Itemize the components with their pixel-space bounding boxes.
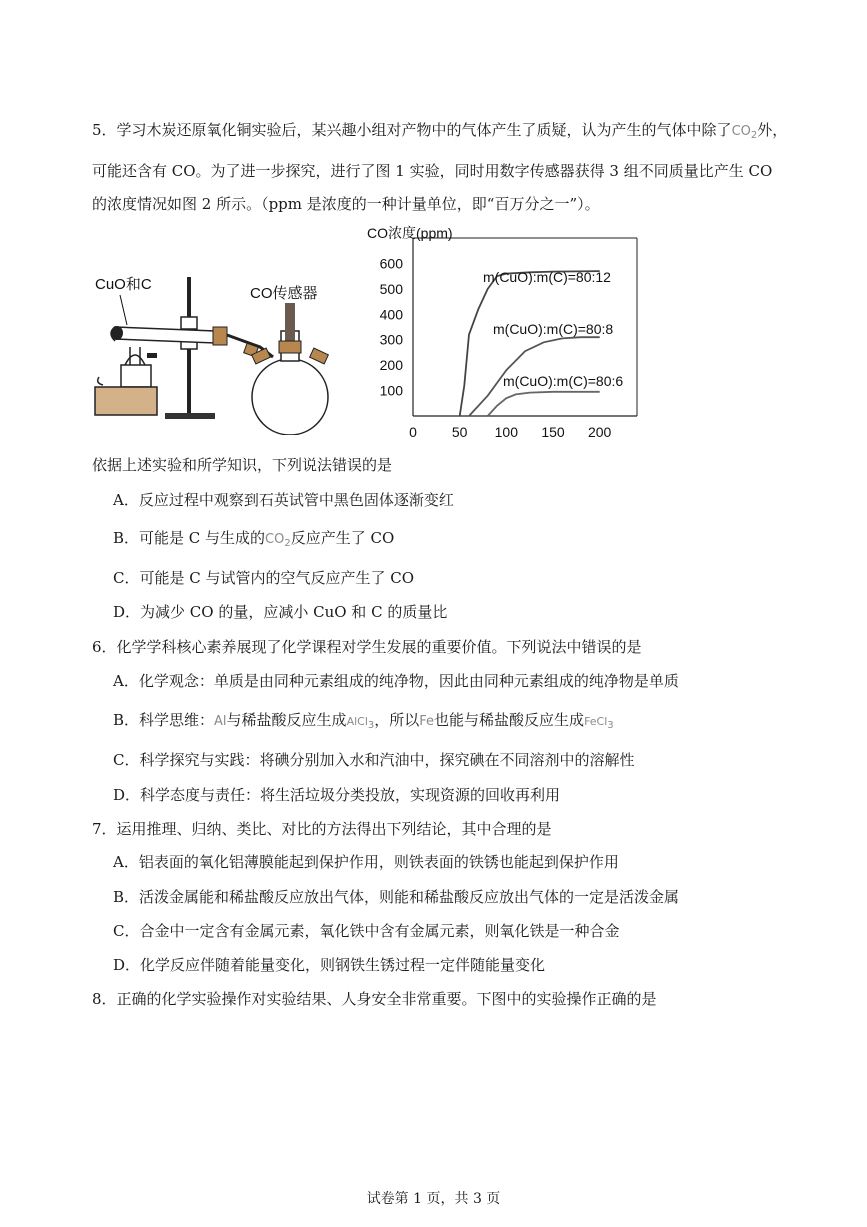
q5-stem: 依据上述实验和所学知识，下列说法错误的是 bbox=[92, 456, 393, 474]
q5-line1-text-b: 外， bbox=[757, 121, 788, 139]
q6-option-b bbox=[113, 710, 614, 736]
q6-alcl3-sub: 3 bbox=[367, 720, 375, 731]
series-label: m(CuO):m(C)=80:6 bbox=[503, 373, 624, 389]
q6-alcl3-formula bbox=[346, 715, 375, 731]
q6-option-b-text-a: B．科学思维： bbox=[113, 711, 215, 729]
q5-option-c: C．可能是 C 与试管内的空气反应产生了 CO bbox=[113, 569, 415, 587]
q5-option-d: D．为减少 CO 的量，应减小 CuO 和 C 的质量比 bbox=[113, 603, 448, 621]
x-tick-label: 150 bbox=[541, 424, 565, 440]
y-tick-label: 200 bbox=[379, 357, 403, 374]
q6-option-a: A．化学观念：单质是由同种元素组成的纯净物，因此由同种元素组成的纯净物是单质 bbox=[113, 672, 679, 690]
fig2-chart bbox=[365, 218, 645, 448]
q5-co2-base: CO bbox=[731, 124, 751, 139]
x-tick-label: 200 bbox=[587, 424, 612, 440]
page-footer: 试卷第 1 页，共 3 页 bbox=[366, 1191, 501, 1207]
q5-line1-text-a: 5．学习木炭还原氧化铜实验后，某兴趣小组对产物中的气体产生了质疑，认为产生的气体中除了 bbox=[92, 121, 732, 139]
q6-stem: 6．化学学科核心素养展现了化学课程对学生发展的重要价值。下列说法中错误的是 bbox=[92, 638, 642, 656]
q5-option-a: A．反应过程中观察到石英试管中黑色固体逐渐变红 bbox=[113, 491, 454, 509]
alcohol-lamp bbox=[95, 347, 157, 415]
q5-option-b-text-a: B．可能是 C 与生成的 bbox=[113, 529, 266, 547]
series-line bbox=[488, 392, 600, 416]
iron-stand bbox=[165, 277, 215, 419]
q6-fe-symbol: Fe bbox=[419, 714, 435, 729]
fig1-apparatus bbox=[85, 265, 360, 435]
q5-line1 bbox=[92, 120, 787, 146]
q6-option-b-text-c: ，所以 bbox=[374, 711, 420, 729]
q5-option-b-co2 bbox=[265, 532, 291, 547]
y-tick-label: 500 bbox=[379, 280, 403, 297]
q6-fecl3-sub: 3 bbox=[607, 720, 614, 731]
series-line bbox=[460, 271, 600, 416]
y-tick-label: 100 bbox=[379, 382, 403, 399]
q6-option-c: C．科学探究与实践：将碘分别加入水和汽油中，探究碘在不同溶剂中的溶解性 bbox=[113, 751, 635, 769]
q5-line2: 可能还含有 CO。为了进一步探究，进行了图 1 实验，同时用数字传感器获得 3 组不同质量比产生 CO bbox=[92, 162, 773, 180]
q5-option-b bbox=[113, 528, 394, 554]
q5-co2-sub: 2 bbox=[750, 130, 758, 141]
series-label: m(CuO):m(C)=80:12 bbox=[483, 269, 611, 285]
q5-option-b-co2-base: CO bbox=[265, 532, 285, 547]
x-tick-label: 100 bbox=[494, 424, 519, 440]
q7-option-a: A．铝表面的氧化铝薄膜能起到保护作用，则铁表面的铁锈也能起到保护作用 bbox=[113, 853, 619, 871]
q5-line3: 的浓度情况如图 2 所示。（ppm 是浓度的一种计量单位，即“百万分之一”）。 bbox=[92, 195, 600, 213]
fig1-label-sensor: CO传感器 bbox=[250, 285, 318, 302]
y-tick-label: 600 bbox=[379, 255, 403, 272]
q7-stem: 7．运用推理、归纳、类比、对比的方法得出下列结论，其中合理的是 bbox=[92, 820, 552, 838]
q6-fecl3-base: FeCl bbox=[584, 715, 608, 728]
quartz-test-tube bbox=[111, 326, 227, 345]
q7-option-b: B．活泼金属能和稀盐酸反应放出气体，则能和稀盐酸反应放出气体的一定是活泼金属 bbox=[113, 888, 680, 906]
q6-option-b-text-b: 与稀盐酸反应生成 bbox=[226, 711, 347, 729]
series-label: m(CuO):m(C)=80:8 bbox=[493, 321, 614, 337]
q5-option-b-co2-sub: 2 bbox=[284, 538, 291, 549]
x-tick-label: 0 bbox=[409, 424, 417, 440]
three-neck-flask bbox=[252, 303, 329, 435]
q6-al-symbol: Al bbox=[214, 714, 227, 729]
q6-option-d: D．科学态度与责任：将生活垃圾分类投放，实现资源的回收再利用 bbox=[113, 786, 561, 804]
q6-option-b-text-d: 也能与稀盐酸反应生成 bbox=[434, 711, 585, 729]
y-axis-label: CO浓度(ppm) bbox=[367, 225, 453, 241]
x-tick-label: 50 bbox=[451, 424, 468, 440]
q6-fecl3-formula bbox=[584, 715, 614, 731]
q7-option-c: C．合金中一定含有金属元素，氧化铁中含有金属元素，则氧化铁是一种合金 bbox=[113, 922, 620, 940]
q6-alcl3-base: AlCl bbox=[346, 715, 368, 728]
y-tick-label: 400 bbox=[379, 306, 403, 323]
y-tick-label: 300 bbox=[379, 331, 403, 348]
fig1-label-reactants: CuO和C bbox=[95, 276, 152, 293]
q5-option-b-text-b: 反应产生了 CO bbox=[290, 529, 395, 547]
q7-option-d: D．化学反应伴随着能量变化，则钢铁生锈过程一定伴随能量变化 bbox=[113, 956, 546, 974]
q8-stem: 8．正确的化学实验操作对实验结果、人身安全非常重要。下图中的实验操作正确的是 bbox=[92, 990, 657, 1008]
q5-co2-formula bbox=[732, 124, 758, 139]
